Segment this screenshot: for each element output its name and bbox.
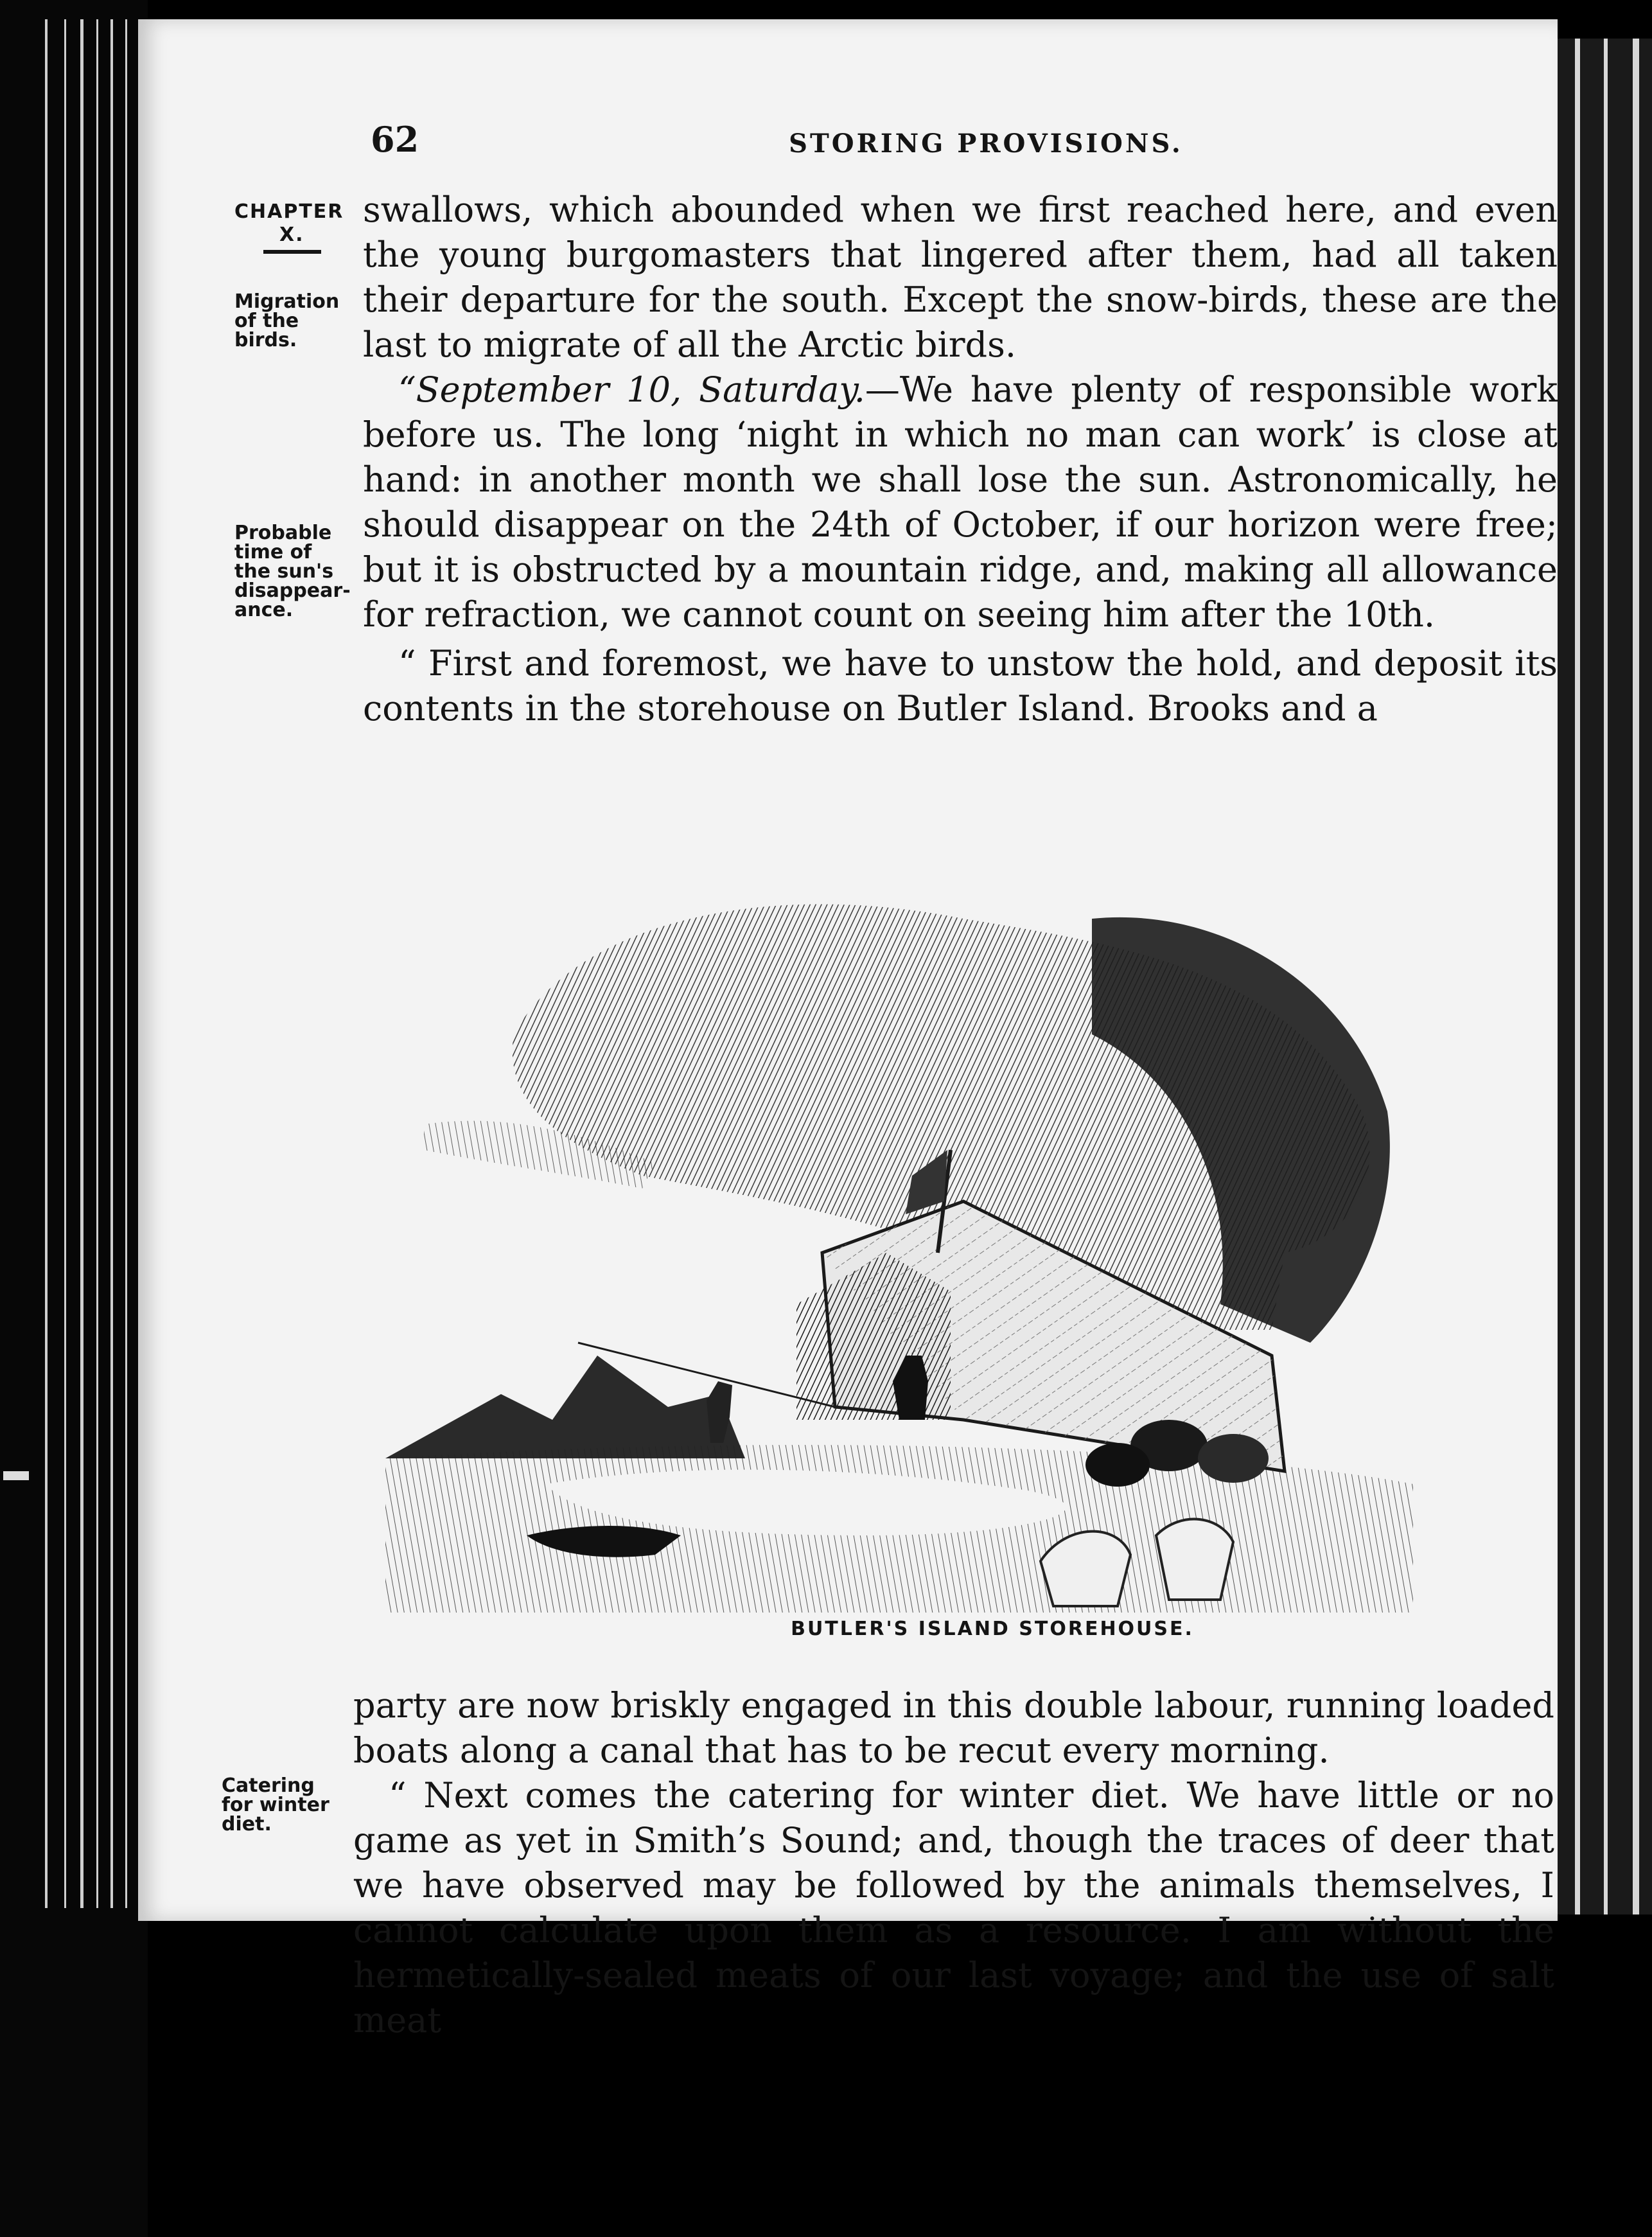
page-number: 62 xyxy=(371,119,419,160)
sidenote-line: time of xyxy=(234,541,312,563)
book-page xyxy=(138,19,1558,2040)
sidenote-line: Migration xyxy=(234,290,340,313)
barrel xyxy=(1085,1443,1150,1487)
sidenote-line: ance. xyxy=(234,599,294,621)
figure-caption: BUTLER'S ISLAND STOREHOUSE. xyxy=(791,1618,1194,1640)
page-edge-line xyxy=(80,19,83,1908)
book-edge-left xyxy=(0,0,148,2237)
tent-front xyxy=(796,1253,951,1420)
sidenote-line: Probable xyxy=(234,522,332,544)
book-edge-right xyxy=(1543,39,1652,1914)
paragraph: party are now briskly engaged in this double labour, running loaded boats along a canal that has to be recut every morning. xyxy=(353,1685,1554,1771)
page-edge-line xyxy=(64,19,66,1908)
paragraph: “ First and foremost, we have to unstow the hold, and deposit its contents in the storehouse on Butler Island. Brooks and a xyxy=(363,643,1558,729)
text-block-bottom xyxy=(353,1683,1554,2043)
barrel xyxy=(1198,1434,1269,1483)
sidenote-migration xyxy=(234,292,339,350)
sidenote-line: diet. xyxy=(222,1813,272,1835)
chapter-number: X. xyxy=(279,224,304,246)
sidenote-line: of the xyxy=(234,310,299,332)
scan-artifact xyxy=(3,1471,29,1480)
storehouse-illustration xyxy=(385,842,1413,1613)
page-content xyxy=(138,19,1558,2040)
sidenote-line: birds. xyxy=(234,329,297,351)
paragraph: swallows, which abounded when we first reached here, and even the young burgomasters that lingered after them, had all taken their departure for the south. Except the snow-birds, these are the last to migrate of all the Arctic birds. xyxy=(363,190,1558,365)
sidenote-chapter xyxy=(234,202,344,254)
chapter-label: CHAPTER xyxy=(234,200,344,223)
sidenote-catering xyxy=(222,1776,330,1834)
sidenote-line: Catering xyxy=(222,1774,315,1797)
sidenote-sun xyxy=(234,524,351,620)
paragraph-text: —We have plenty of responsible work before us. The long ‘night in which no man can work’ is close at hand: in another month we shall lose the sun. Astronomically, he should disappear on the 24th of October, if our horizon were free; but it is obstructed by a mountain ridge, and, making all allowance for refraction, we cannot count on seeing him after the 10th. xyxy=(363,369,1558,635)
page-edge-line xyxy=(96,19,98,1908)
running-title: STORING PROVISIONS. xyxy=(789,128,1183,159)
cask xyxy=(1156,1519,1233,1600)
text-block-top xyxy=(363,188,1558,731)
sidenote-line: for winter xyxy=(222,1794,330,1816)
chapter-rule xyxy=(263,250,321,254)
page-edge-line xyxy=(125,19,127,1908)
sidenote-line: disappear- xyxy=(234,579,351,602)
page-edge-line xyxy=(110,19,113,1908)
page-edge-line xyxy=(45,19,48,1908)
paragraph: “ Next comes the catering for winter diet. We have little or no game as yet in Smith’s Sound; and, though the traces of deer that we have observed may be followed by the animals themselves, I cannot calculate upon them as a resource. I am without the hermetically-sealed meats of our last voyage; and the use of salt meat xyxy=(353,1775,1554,2040)
sidenote-line: the sun's xyxy=(234,560,334,583)
paragraph xyxy=(363,367,1558,637)
date-heading: “September 10, Saturday. xyxy=(398,369,865,410)
